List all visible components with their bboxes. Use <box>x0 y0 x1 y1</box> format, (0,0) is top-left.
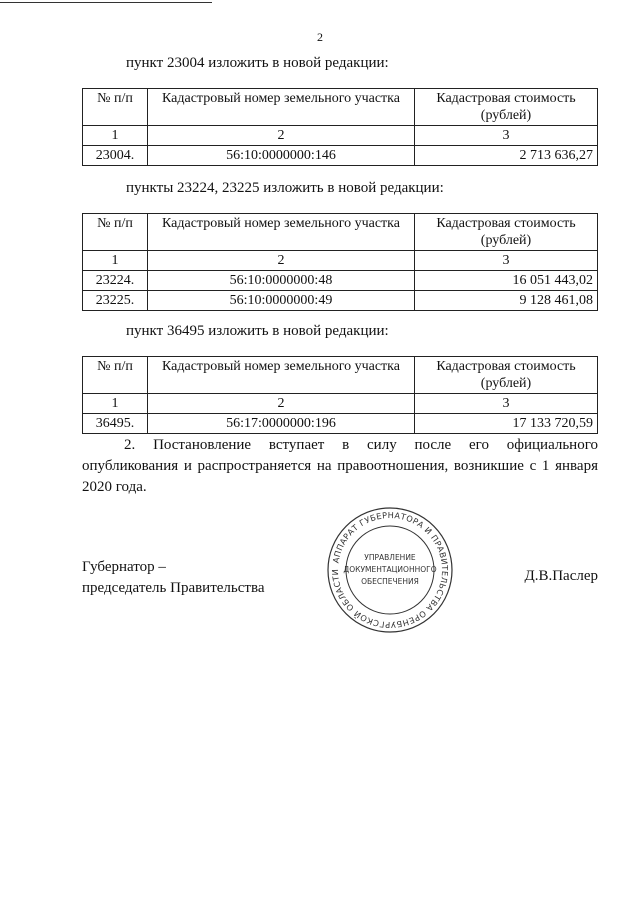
seal-center-line2: ДОКУМЕНТАЦИОННОГО <box>343 565 437 574</box>
row-cadastral-value: 17 133 720,59 <box>415 414 598 434</box>
row-number: 23224. <box>83 271 148 291</box>
table-row <box>83 414 598 434</box>
header-cadastral-number: Кадастровый номер земельного участка <box>148 89 415 126</box>
table-numbering-row <box>83 394 598 414</box>
table-numbering-row <box>83 251 598 271</box>
section-intro: пункт 36495 изложить в новой редакции: <box>126 323 389 339</box>
numbering-cell: 2 <box>148 126 415 146</box>
table-row <box>83 146 598 166</box>
table-header-row <box>83 214 598 251</box>
seal-center-line3: ОБЕСПЕЧЕНИЯ <box>361 577 419 586</box>
header-number: № п/п <box>83 89 148 126</box>
seal-ring-text: АППАРАТ ГУБЕРНАТОРА И ПРАВИТЕЛЬСТВА ОРЕНБУРГСКОЙ ОБЛАСТИ <box>329 509 451 631</box>
header-cadastral-value: Кадастровая стоимость (рублей) <box>415 214 598 251</box>
row-number: 23004. <box>83 146 148 166</box>
numbering-cell: 1 <box>83 251 148 271</box>
table-row <box>83 271 598 291</box>
header-number: № п/п <box>83 214 148 251</box>
signatory-title <box>82 557 265 599</box>
top-rule <box>0 2 212 3</box>
header-cadastral-number: Кадастровый номер земельного участка <box>148 214 415 251</box>
row-cadastral-value: 2 713 636,27 <box>415 146 598 166</box>
page-number: 2 <box>317 30 323 44</box>
numbering-cell: 2 <box>148 251 415 271</box>
row-cadastral-value: 9 128 461,08 <box>415 291 598 311</box>
numbering-cell: 3 <box>415 126 598 146</box>
row-cadastral-number: 56:10:0000000:146 <box>148 146 415 166</box>
table-header-row <box>83 357 598 394</box>
numbering-cell: 2 <box>148 394 415 414</box>
header-cadastral-number: Кадастровый номер земельного участка <box>148 357 415 394</box>
table-row <box>83 291 598 311</box>
table-header-row <box>83 89 598 126</box>
header-cadastral-value: Кадастровая стоимость (рублей) <box>415 357 598 394</box>
signatory-name: Д.В.Паслер <box>524 568 598 584</box>
signatory-title-line2: председатель Правительства <box>82 580 265 596</box>
official-seal <box>325 505 455 635</box>
row-cadastral-number: 56:10:0000000:48 <box>148 271 415 291</box>
effective-date-clause <box>82 435 598 498</box>
cadastral-table <box>82 88 598 166</box>
cadastral-table <box>82 213 598 311</box>
section-intro: пункт 23004 изложить в новой редакции: <box>126 55 389 71</box>
row-cadastral-number: 56:10:0000000:49 <box>148 291 415 311</box>
row-number: 36495. <box>83 414 148 434</box>
clause-text: 2. Постановление вступает в силу после его официального опубликования и распространяется на правоотношения, возникшие с 1 января 2020 года. <box>82 437 598 495</box>
numbering-cell: 3 <box>415 251 598 271</box>
numbering-cell: 1 <box>83 394 148 414</box>
section-intro: пункты 23224, 23225 изложить в новой редакции: <box>126 180 444 196</box>
cadastral-table <box>82 356 598 434</box>
numbering-cell: 3 <box>415 394 598 414</box>
numbering-cell: 1 <box>83 126 148 146</box>
row-number: 23225. <box>83 291 148 311</box>
row-cadastral-value: 16 051 443,02 <box>415 271 598 291</box>
table-numbering-row <box>83 126 598 146</box>
header-cadastral-value: Кадастровая стоимость (рублей) <box>415 89 598 126</box>
seal-center-line1: УПРАВЛЕНИЕ <box>364 553 416 562</box>
row-cadastral-number: 56:17:0000000:196 <box>148 414 415 434</box>
header-number: № п/п <box>83 357 148 394</box>
signatory-title-line1: Губернатор – <box>82 559 166 575</box>
